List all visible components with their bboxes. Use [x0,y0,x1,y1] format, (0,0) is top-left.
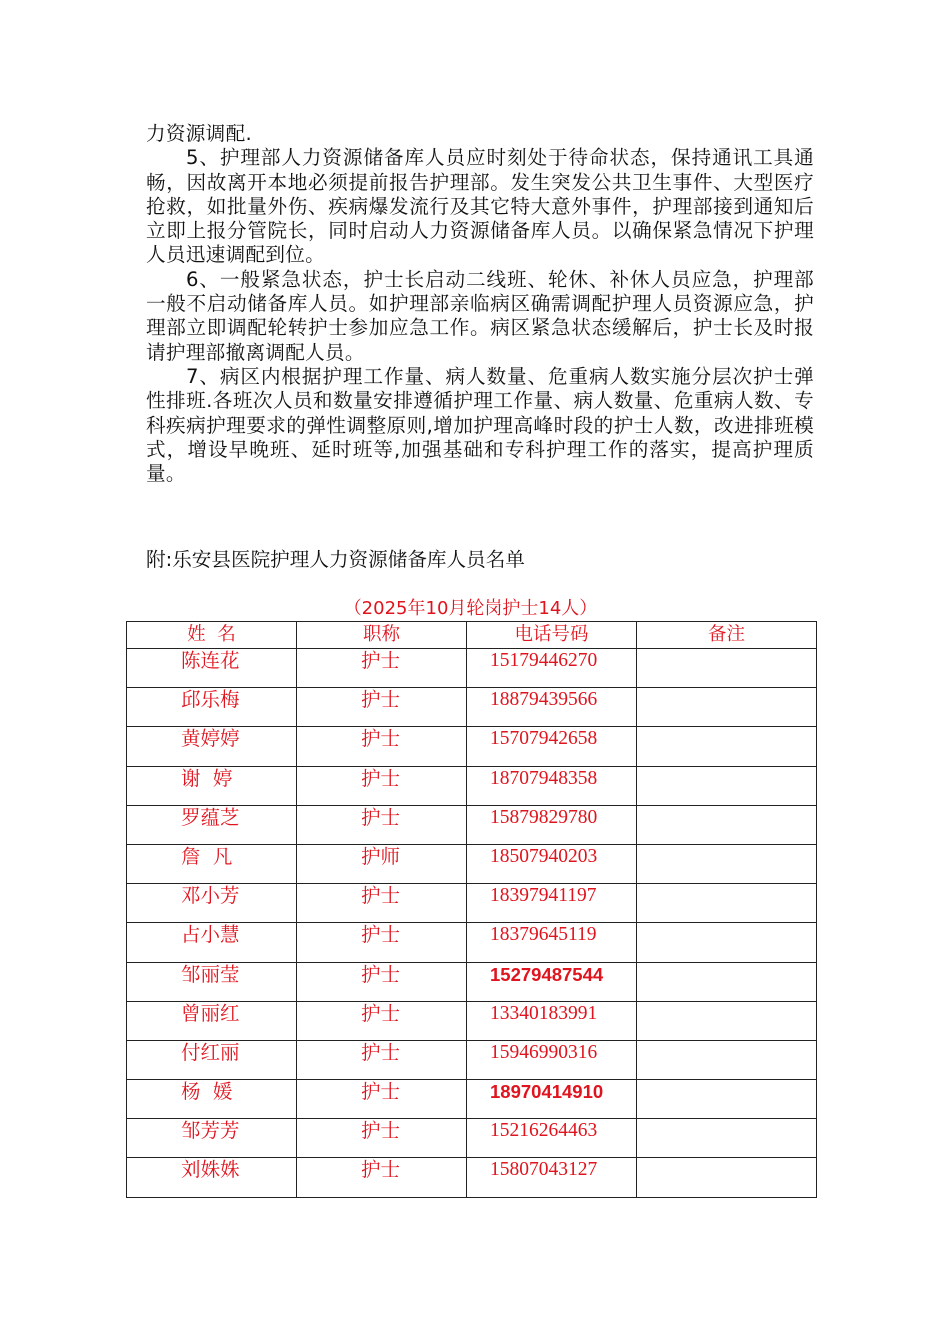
name-cell: 杨 媛 [127,1080,297,1119]
phone-cell: 18397941197 [467,884,637,923]
title-cell: 护士 [297,962,467,1001]
paragraph: 7、病区内根据护理工作量、病人数量、危重病人数实施分层次护士弹性排班.各班次人员和数量安排遵循护理工作量、病人数量、危重病人数、专科疾病护理要求的弹性调整原则,增加护理高峰时段的护士人数，改进排班模式，增设早晚班、延时班等,加强基础和专科护理工作的落实，提高护理质量。 [146,364,814,486]
phone-cell: 18879439566 [467,688,637,727]
phone-cell: 18507940203 [467,844,637,883]
name-cell: 邹丽莹 [127,962,297,1001]
table-header-row [127,622,817,649]
note-cell [637,649,817,688]
name-cell: 邓小芳 [127,884,297,923]
title-cell: 护士 [297,1040,467,1079]
title-cell: 护士 [297,766,467,805]
table-row [127,923,817,962]
table-row [127,1001,817,1040]
name-cell: 陈连花 [127,649,297,688]
title-cell: 护士 [297,649,467,688]
note-cell [637,1158,817,1197]
phone-cell: 18379645119 [467,923,637,962]
title-cell: 护士 [297,884,467,923]
note-cell [637,766,817,805]
name-cell: 罗蕴芝 [127,805,297,844]
title-cell: 护士 [297,1158,467,1197]
note-cell [637,844,817,883]
paragraph: 力资源调配. [146,122,252,145]
annex-title: 附:乐安县医院护理人力资源储备库人员名单 [146,548,525,571]
phone-cell: 18970414910 [467,1080,637,1119]
table-row [127,1119,817,1158]
note-cell [637,1040,817,1079]
phone-cell: 13340183991 [467,1001,637,1040]
title-cell: 护士 [297,805,467,844]
header-name: 姓 名 [127,622,297,649]
paragraph: 5、护理部人力资源储备库人员应时刻处于待命状态，保持通讯工具通畅，因故离开本地必须提前报告护理部。发生突发公共卫生事件、大型医疗抢救，如批量外伤、疾病爆发流行及其它特大意外事件，护理部接到通知后立即上报分管院长，同时启动人力资源储备库人员。以确保紧急情况下护理人员迅速调配到位。 [146,146,814,267]
table-row [127,962,817,1001]
note-cell [637,1001,817,1040]
table-row [127,688,817,727]
name-cell: 邹芳芳 [127,1119,297,1158]
name-cell: 邱乐梅 [127,688,297,727]
phone-cell: 15179446270 [467,649,637,688]
table-row [127,884,817,923]
name-cell: 詹 凡 [127,844,297,883]
table-row [127,1158,817,1197]
note-cell [637,805,817,844]
table-row [127,727,817,766]
phone-cell: 15807043127 [467,1158,637,1197]
table-row [127,805,817,844]
header-title: 职称 [297,622,467,649]
phone-cell: 15946990316 [467,1040,637,1079]
title-cell: 护士 [297,1001,467,1040]
phone-cell: 15279487544 [467,962,637,1001]
roster-table [126,621,817,1198]
phone-cell: 15216264463 [467,1119,637,1158]
note-cell [637,884,817,923]
phone-cell: 15879829780 [467,805,637,844]
title-cell: 护士 [297,727,467,766]
name-cell: 谢 婷 [127,766,297,805]
table-row [127,1040,817,1079]
table-caption: （2025年10月轮岗护士14人） [343,598,598,619]
header-note: 备注 [637,622,817,649]
note-cell [637,1119,817,1158]
note-cell [637,727,817,766]
body-text [146,122,814,486]
table-row [127,1080,817,1119]
title-cell: 护士 [297,688,467,727]
note-cell [637,962,817,1001]
note-cell [637,923,817,962]
table-row [127,844,817,883]
table-row [127,649,817,688]
name-cell: 占小慧 [127,923,297,962]
header-phone: 电话号码 [467,622,637,649]
name-cell: 付红丽 [127,1040,297,1079]
name-cell: 曾丽红 [127,1001,297,1040]
paragraph: 6、一般紧急状态，护士长启动二线班、轮休、补休人员应急，护理部一般不启动储备库人员。如护理部亲临病区确需调配护理人员资源应急，护理部立即调配轮转护士参加应急工作。病区紧急状态缓解后，护士长及时报请护理部撤离调配人员。 [146,267,814,364]
note-cell [637,688,817,727]
title-cell: 护师 [297,844,467,883]
phone-cell: 15707942658 [467,727,637,766]
title-cell: 护士 [297,1080,467,1119]
phone-cell: 18707948358 [467,766,637,805]
table-row [127,766,817,805]
title-cell: 护士 [297,1119,467,1158]
name-cell: 刘姝姝 [127,1158,297,1197]
title-cell: 护士 [297,923,467,962]
table-body [127,649,817,1198]
name-cell: 黄婷婷 [127,727,297,766]
note-cell [637,1080,817,1119]
